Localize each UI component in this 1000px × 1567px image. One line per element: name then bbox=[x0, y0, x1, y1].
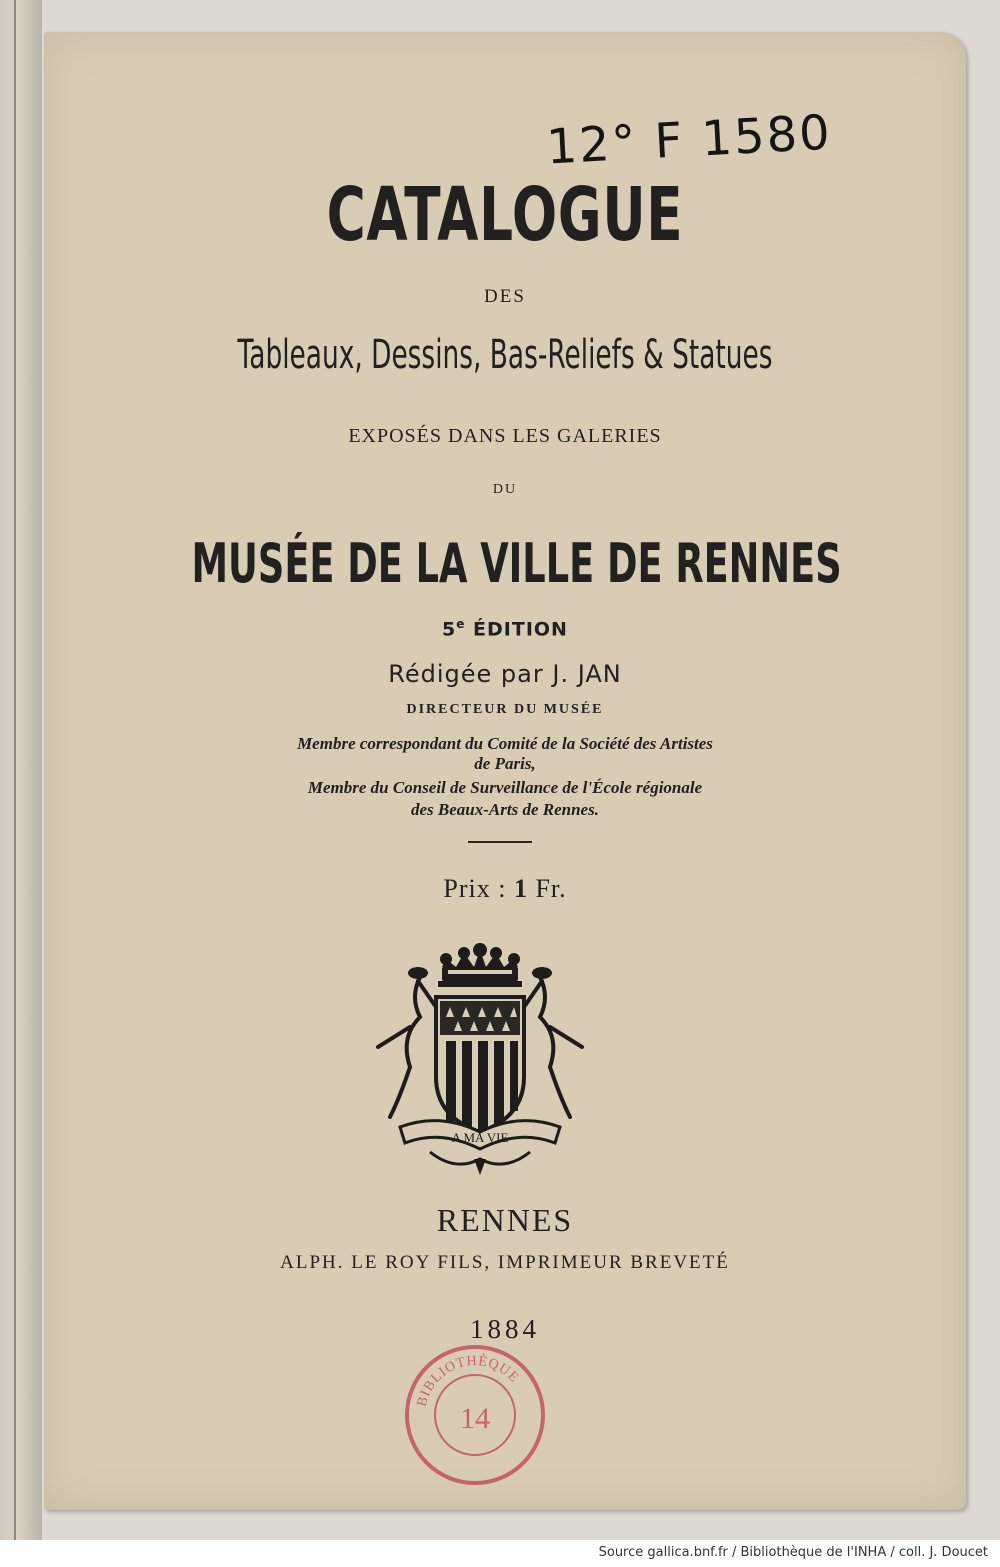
rennes-coat-of-arms bbox=[370, 937, 590, 1177]
publication-year: 1884 bbox=[470, 1314, 540, 1344]
edition-number: 5 bbox=[442, 618, 457, 641]
crest-motto: A MA VIE bbox=[451, 1130, 509, 1145]
author-credential-line: Membre du Conseil de Surveillance de l'École régionale bbox=[307, 778, 703, 797]
author-credential-line: des Beaux-Arts de Rennes. bbox=[411, 800, 599, 819]
author-credential-line: Membre correspondant du Comité de la Société des Artistes bbox=[297, 734, 713, 753]
source-attribution: Source gallica.bnf.fr / Bibliothèque de l'INHA / coll. J. Doucet bbox=[598, 1545, 988, 1560]
price-amount: 1 bbox=[513, 874, 528, 903]
museum-name: MUSÉE DE LA VILLE DE RENNES bbox=[191, 532, 842, 595]
title-page bbox=[44, 32, 966, 1510]
library-stamp bbox=[400, 1340, 550, 1490]
title-connector-des: DES bbox=[484, 286, 526, 307]
binding-edge bbox=[0, 0, 42, 1540]
author-line: Rédigée par J. JAN bbox=[388, 660, 622, 688]
coat-of-arms-icon bbox=[370, 937, 590, 1177]
library-stamp-icon bbox=[400, 1340, 550, 1490]
price-line bbox=[44, 874, 966, 904]
stamp-text: BIBLIOTHÈQUE bbox=[414, 1353, 522, 1409]
stamp-number: 14 bbox=[460, 1402, 490, 1435]
exhibited-line: EXPOSÉS DANS LES GALERIES bbox=[348, 425, 662, 447]
catalogue-subject: Tableaux, Dessins, Bas-Reliefs & Statues bbox=[237, 332, 773, 378]
author-title: DIRECTEUR DU MUSÉE bbox=[406, 702, 604, 717]
page-title: CATALOGUE bbox=[326, 172, 684, 258]
svg-text:BIBLIOTHÈQUE bbox=[415, 1352, 522, 1408]
publication-city: RENNES bbox=[436, 1202, 574, 1238]
edition-line bbox=[44, 617, 966, 640]
handwritten-shelfmark: 12° F 1580 bbox=[545, 104, 833, 176]
edition-word: ÉDITION bbox=[465, 618, 568, 641]
printer-line: ALPH. LE ROY FILS, IMPRIMEUR BREVETÉ bbox=[280, 1252, 730, 1273]
price-prefix: Prix : bbox=[443, 874, 514, 903]
author-credential-line: de Paris, bbox=[474, 754, 536, 773]
price-unit: Fr. bbox=[527, 874, 567, 903]
title-connector-du: DU bbox=[492, 482, 518, 497]
edition-suffix: e bbox=[456, 617, 466, 631]
divider bbox=[468, 841, 532, 843]
